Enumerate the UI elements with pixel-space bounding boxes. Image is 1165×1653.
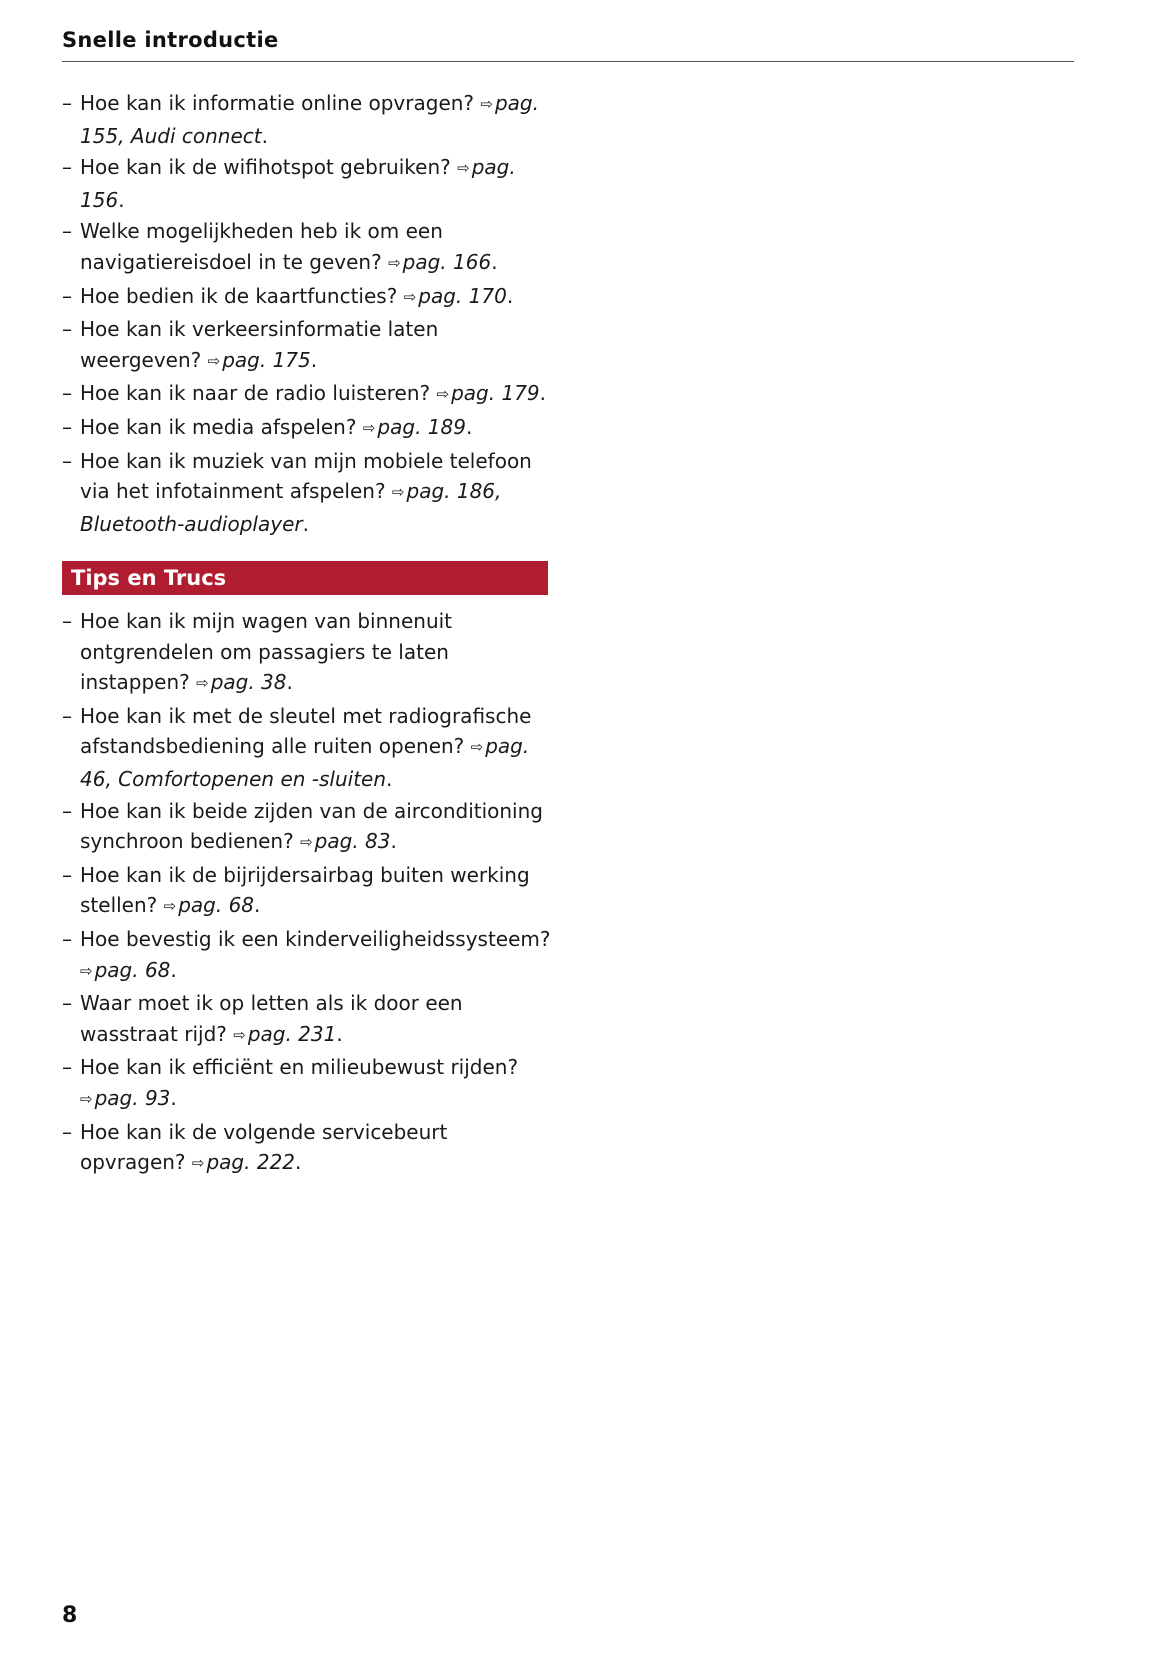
list-item [62, 701, 552, 795]
sentence-end: . [310, 347, 318, 372]
sentence-end: . [254, 893, 261, 918]
list-item [62, 606, 552, 700]
list-item [62, 281, 552, 314]
question-text: Hoe kan ik efficiënt en milieubewust rijden? [80, 1055, 519, 1080]
question-text: Hoe kan ik naar de radio luisteren? [80, 381, 431, 406]
question-text: Hoe kan ik beide zijden van de airconditioning synchroon bedienen? [80, 798, 543, 854]
sentence-end: . [118, 187, 125, 212]
page-reference-link[interactable]: pag. 222 [206, 1150, 296, 1175]
list-item [62, 1117, 552, 1180]
sentence-end: . [170, 1085, 177, 1110]
page-reference-link[interactable]: pag. 93 [94, 1085, 171, 1110]
page-reference-arrow-icon: ⇨ [163, 897, 177, 916]
question-text: Hoe bedien ik de kaartfuncties? [80, 283, 398, 308]
page-reference-link[interactable]: pag. 186, Bluetooth-audioplayer [80, 479, 502, 536]
page-reference-link[interactable]: pag. 83 [314, 829, 391, 854]
list-item [62, 860, 552, 923]
sentence-end: . [491, 249, 498, 274]
page-reference-arrow-icon: ⇨ [391, 483, 405, 502]
page-reference-link[interactable]: pag. 68 [178, 893, 255, 918]
page-reference-arrow-icon: ⇨ [191, 1154, 205, 1173]
faq-list-tips [62, 606, 552, 1181]
list-item [62, 378, 552, 411]
sentence-end: . [465, 414, 473, 439]
page-reference-arrow-icon: ⇨ [207, 351, 221, 370]
list-item [62, 988, 552, 1051]
sentence-end: . [390, 829, 397, 854]
question-text: Hoe kan ik de volgende servicebeurt opvragen? [80, 1119, 448, 1175]
question-text: Hoe kan ik mijn wagen van binnenuit ontgrendelen om passagiers te laten instappen? [80, 609, 453, 695]
list-item [62, 412, 552, 445]
page-reference-arrow-icon: ⇨ [362, 418, 376, 437]
question-text: Hoe kan ik de wifihotspot gebruiken? [80, 155, 451, 180]
page-reference-link[interactable]: pag. 175 [222, 347, 311, 372]
running-header: Snelle introductie [62, 28, 279, 52]
list-item [62, 152, 552, 215]
page-reference-arrow-icon: ⇨ [403, 287, 417, 306]
list-item [62, 796, 552, 859]
faq-list-general [62, 88, 552, 540]
sentence-end: . [170, 957, 177, 982]
question-text: Welke mogelijkheden heb ik om een navigatiereisdoel in te geven? [80, 219, 443, 274]
page-reference-link[interactable]: pag. 170 [418, 283, 507, 308]
page-reference-link[interactable]: pag. 46, Comfortopenen en -sluiten [80, 734, 530, 791]
page-reference-link[interactable]: pag. 231 [247, 1021, 337, 1046]
question-text: Hoe kan ik met de sleutel met radiografische afstandsbediening alle ruiten openen? [80, 703, 532, 759]
page-reference-link[interactable]: pag. 189 [377, 414, 466, 439]
question-text: Hoe kan ik de bijrijdersairbag buiten werking stellen? [80, 862, 530, 918]
list-item [62, 924, 552, 987]
list-item [62, 88, 552, 151]
page-number: 8 [62, 1603, 78, 1628]
page-reference-link[interactable]: pag. 68 [94, 957, 171, 982]
sentence-end: . [302, 511, 309, 536]
list-item [62, 446, 552, 540]
sentence-end: . [295, 1150, 302, 1175]
page-reference-link[interactable]: pag. 156 [80, 155, 516, 212]
list-item [62, 314, 552, 377]
question-text: Hoe kan ik verkeersinformatie laten weergeven? [80, 317, 439, 372]
question-text: Hoe kan ik media afspelen? [80, 414, 357, 439]
page-reference-arrow-icon: ⇨ [80, 1089, 93, 1108]
page-reference-arrow-icon: ⇨ [436, 385, 450, 404]
list-item [62, 1052, 552, 1115]
page-reference-arrow-icon: ⇨ [196, 674, 209, 693]
page-reference-arrow-icon: ⇨ [457, 159, 470, 178]
page-reference-arrow-icon: ⇨ [233, 1025, 246, 1044]
sentence-end: . [539, 381, 546, 406]
page-reference-link[interactable]: pag. 155, Audi connect [80, 91, 539, 148]
sentence-end: . [386, 766, 393, 791]
page-reference-link[interactable]: pag. 179 [451, 381, 540, 406]
section-heading-tips: Tips en Trucs [62, 561, 548, 595]
page-reference-arrow-icon: ⇨ [480, 95, 493, 113]
question-text: Hoe kan ik informatie online opvragen? [80, 91, 475, 115]
question-text: Hoe bevestig ik een kinderveiligheidssysteem? [80, 926, 551, 951]
sentence-end: . [261, 123, 268, 148]
page-reference-arrow-icon: ⇨ [388, 253, 401, 272]
page-reference-arrow-icon: ⇨ [300, 833, 313, 852]
question-text: Waar moet ik op letten als ik door een wasstraat rijd? [80, 991, 463, 1046]
sentence-end: . [286, 670, 293, 695]
sentence-end: . [336, 1021, 343, 1046]
page-reference-arrow-icon: ⇨ [470, 738, 484, 757]
page-reference-link[interactable]: pag. 166 [402, 249, 492, 274]
page-reference-arrow-icon: ⇨ [80, 961, 93, 980]
list-item [62, 216, 552, 279]
page-reference-link[interactable]: pag. 38 [210, 670, 287, 695]
sentence-end: . [506, 283, 514, 308]
question-text: Hoe kan ik muziek van mijn mobiele telefoon via het infotainment afspelen? [80, 448, 532, 504]
header-rule [62, 61, 1074, 62]
